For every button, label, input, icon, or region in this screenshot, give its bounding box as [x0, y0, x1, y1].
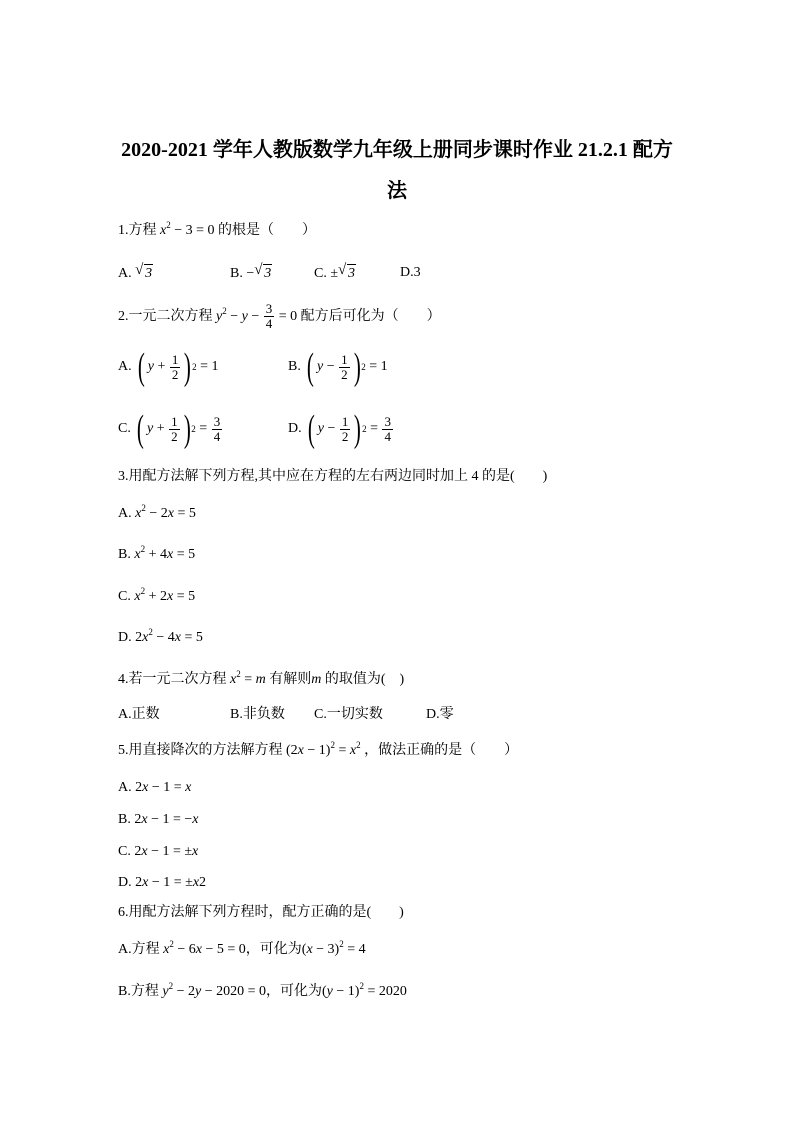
- question-3-stem: 3.用配方法解下列方程,其中应在方程的左右两边同时加上 4 的是( ): [118, 469, 548, 484]
- option-1d[interactable]: D.3: [400, 265, 421, 280]
- question-2-options-row1: [118, 344, 678, 388]
- option-1b[interactable]: B. − √ 3: [230, 262, 272, 281]
- option-5d[interactable]: D. 2x − 1 = ±x2: [118, 875, 207, 890]
- question-5-stem: 5.用直接降次的方法解方程 $(2x - 1)^2 = x^2$ ，做法正确的是（ ）: [118, 740, 519, 758]
- option-6b[interactable]: B.方程 $y^2 - 2y - 2020 = 0$，可化为$(y - 1)^2 = 2020$: [118, 981, 407, 999]
- option-4b[interactable]: B.非负数: [230, 707, 285, 722]
- option-6a[interactable]: A.方程 $x^2 - 6x - 5 = 0$，可化为$(x - 3)^2 = 4$: [118, 939, 366, 957]
- option-4d[interactable]: D.零: [426, 707, 454, 722]
- question-1-options: [118, 264, 678, 284]
- option-2b[interactable]: B. ( y − $\frac{1}{2}$ ) 2 = 1: [288, 346, 388, 388]
- option-3b[interactable]: B. $x^2 + 4x = 5$: [118, 544, 196, 562]
- option-1a[interactable]: A. √ 3: [118, 262, 153, 281]
- option-2a[interactable]: A. ( y + $\frac{1}{2}$ ) 2 = 1: [118, 346, 219, 388]
- option-3a[interactable]: A. $x^2 - 2x = 5$: [118, 503, 196, 521]
- option-3c[interactable]: C. $x^2 + 2x = 5$: [118, 586, 196, 604]
- option-1c[interactable]: C. ± √ 3: [314, 262, 356, 281]
- question-2-stem: 2.一元二次方程 $y^2 - y$ − $\frac{3}{4}$ = 0 配方后可化为（ ）: [118, 301, 441, 332]
- option-3d[interactable]: D. $2x^2 - 4x = 5$: [118, 627, 203, 645]
- option-2c[interactable]: C. ( y + $\frac{1}{2}$ ) 2 = $\frac{3}{4}$: [118, 408, 221, 450]
- document-title: 2020-2021 学年人教版数学九年级上册同步课时作业 21.2.1 配方: [121, 139, 673, 161]
- question-4-options: [118, 706, 678, 726]
- option-5b[interactable]: B. 2x − 1 = −x: [118, 812, 199, 827]
- document-title-continued: 法: [387, 180, 407, 202]
- option-5a[interactable]: A. 2x − 1 = x: [118, 780, 192, 795]
- question-4-stem: 4.若一元二次方程 $x^2 = m$ 有解则m 的取值为( ): [118, 669, 405, 687]
- option-4a[interactable]: A.正数: [118, 707, 160, 722]
- option-4c[interactable]: C.一切实数: [314, 707, 383, 722]
- question-1-stem: 1.方程 $x^2 - 3 = 0$ 的根是（ ）: [118, 220, 317, 238]
- question-2-options-row2: [118, 406, 678, 450]
- option-2d[interactable]: D. ( y − $\frac{1}{2}$ ) 2 = $\frac{3}{4}$: [288, 408, 391, 450]
- option-5c[interactable]: C. 2x − 1 = ±x: [118, 844, 199, 859]
- question-6-stem: 6.用配方法解下列方程时，配方正确的是( ): [118, 905, 404, 920]
